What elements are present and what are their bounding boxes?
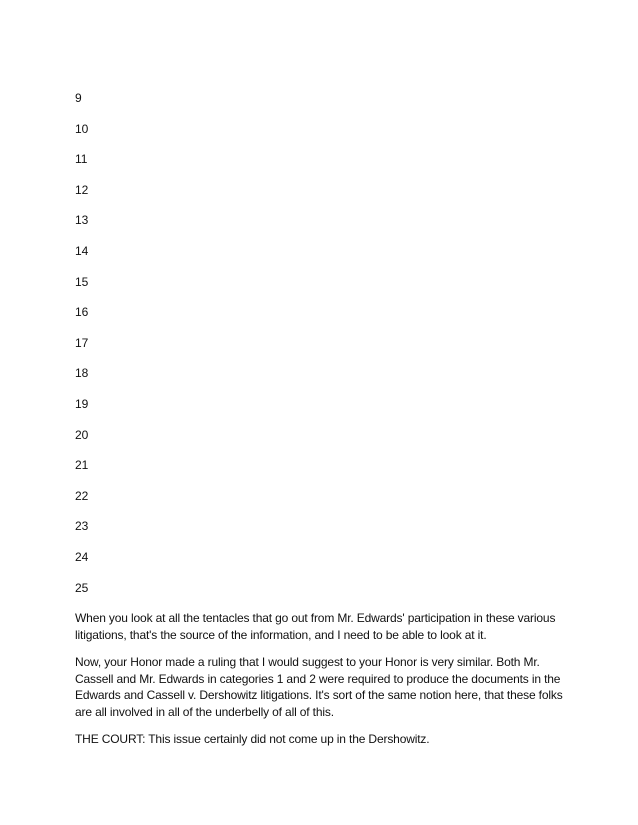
line-number: 22 [75,488,89,503]
court-statement: THE COURT: This issue certainly did not come up in the Dershowitz. [75,732,430,746]
line-number: 11 [75,152,88,167]
line-number: 16 [75,305,89,320]
line-number: 21 [75,458,89,473]
line-number: 15 [75,274,89,289]
line-number: 9 [75,91,82,105]
transcript-paragraph: When you look at all the tentacles that go out from Mr. Edwards' participation in these various litigations, that's the source of the information, and I need to be able to look at it. [75,611,556,642]
line-number: 25 [75,580,89,595]
line-number: 10 [75,121,89,136]
line-number: 20 [75,427,89,442]
transcript-paragraph: Now, your Honor made a ruling that I would suggest to your Honor is very similar. Both Mr. Cassell and Mr. Edwards in categories 1 and 2 were required to produce the documents in the Edwards and Cassell v. Dershowitz litigations. It's sort of the same notion here, that these folks are all involved in all of the underbelly of all of this. [75,655,563,719]
line-number-column [75,90,88,610]
line-number: 19 [75,396,89,411]
line-number: 14 [75,243,89,258]
line-number: 12 [75,182,89,197]
line-number: 23 [75,519,89,534]
line-number: 13 [75,213,89,228]
line-number: 17 [75,335,89,350]
line-number: 18 [75,366,89,381]
transcript-body [75,610,570,759]
line-number: 24 [75,549,89,564]
